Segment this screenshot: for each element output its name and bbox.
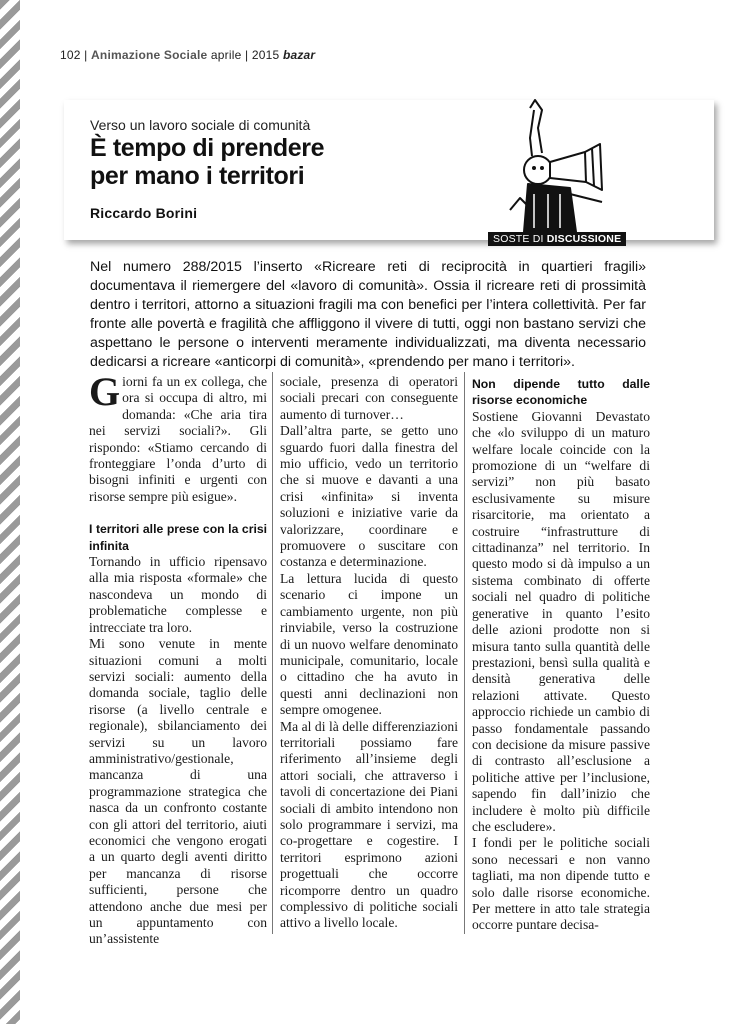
article-title: È tempo di prendere per mano i territori	[90, 134, 325, 190]
column-rule	[272, 372, 273, 934]
issue-month: aprile	[210, 48, 242, 62]
issue-year: 2015	[251, 48, 280, 62]
body-paragraph: Dall’altra parte, se getto uno sguardo fuori dalla finestra del mio ufficio, vedo un territorio che si muove e davanti a una crisi «infinita» si inventa soluzioni e iniziative varie da valorizzare, coordinare e promuovere o suscitare con costanza e determinazione.	[280, 423, 458, 570]
body-paragraph: Giorni fa un ex collega, che ora si occupa di altro, mi domanda: «Che aria tira nei servizi sociali?». Gli rispondo: «Stiamo cercando di fronteggiare l’onda d’urto di bisogni infiniti e urgenti con risorse sempre più esigue».	[89, 369, 267, 504]
body-paragraph: Ma al di là delle differenziazioni territoriali possiamo fare riferimento all’insieme degli attori sociali, che attraverso i tavoli di concertazione dei Piani sociali di ambito intendono non solo programmare i servizi, ma co-progettare e cogestire. I territori esprimono azioni progettuali che occorre ricomporre dentro un quadro complessivo di politiche sociali attivo a livello locale.	[280, 718, 458, 931]
body-paragraph: sociale, presenza di operatori sociali precari con conseguente aumento di turnover…	[280, 374, 458, 422]
decorative-stripe-border	[0, 0, 20, 1024]
article-lead: Nel numero 288/2015 l’inserto «Ricreare reti di reciprocità in quartieri fragili» documentava il riemergere del «lavoro di comunità». Ossia il ricreare reti di prossimità dentro i territori, attorno a situazioni fragili ma con benefici per l’intera collettività. Per far fronte alle povertà e fragilità che affliggono il vivere di tutti, oggi non bastano servizi che aspettano le persone o interventi meramente individualizzati, ma diventa necessario dedicarsi a ricreare «anticorpi di comunità», «prendendo per mano i territori».	[90, 259, 646, 370]
text-column-3	[472, 376, 650, 934]
body-paragraph: I fondi per le politiche sociali sono necessari e non vanno tagliati, ma non dipende tutto e solo dalle risorse economiche. Per mettere in atto tale strategia occorre puntare decisa-	[472, 835, 650, 933]
body-paragraph: La lettura lucida di questo scenario ci impone un cambiamento urgente, non più rinviabile, verso la costruzione di un nuovo welfare denominato municipale, comunitario, locale o cittadino che ha avuto in questi anni declinazioni non sempre omogenee.	[280, 570, 458, 718]
subheading: Non dipende tutto dalle risorse economiche	[472, 377, 650, 408]
page-number: 102	[60, 48, 81, 62]
section-name: bazar	[282, 48, 316, 62]
figure-with-megaphone-illustration	[490, 98, 630, 234]
drop-cap: G	[89, 369, 121, 414]
article-kicker: Verso un lavoro sociale di comunità	[90, 117, 311, 133]
body-paragraph: Sostiene Giovanni Devastato che «lo sviluppo di un maturo welfare locale coincide con la promozione di un “welfare di servizi” non più basato esclusivamente su misure risarcitorie, ma orientato a costruire “infrastrutture di cittadinanza” nel territorio. In questo modo si dà impulso a un sistema combinato di offerte sociali nel quadro di politiche generative in quanto l’esito delle azioni prodotte non si misura tanto sulla quantità delle prestazioni, bensì sulla qualità e densità generativa delle relazioni attivate. Questo approccio richiede un cambio di passo fondamentale passando con decisione da misure passive di contrasto all’esclusione a politiche attive per l’inclusione, sapendo fin dall’inizio che includere è molto più difficile che escludere».	[472, 408, 650, 834]
body-paragraph: Mi sono venute in mente situazioni comuni a molti servizi sociali: aumento della domanda sociale, taglio delle risorse (a livello centrale e regionale), sbilanciamento dei servizi su un lavoro amministrativo/gestionale, mancanza di una programmazione strategica che nasca da un confronto costante con gli attori del territorio, aiuti economici che vengono erogati a un quarto degli aventi diritto per mancanza di risorse sufficienti, persone che attendono anche due mesi per un appuntamento con un’assistente	[89, 636, 267, 947]
text-column-1	[89, 369, 267, 948]
article-author: Riccardo Borini	[90, 205, 198, 221]
subheading: I territori alle prese con la crisi infinita	[89, 522, 267, 553]
running-header: 102 | Animazione Sociale aprile | 2015 bazar	[60, 48, 316, 62]
column-rule	[464, 372, 465, 934]
section-badge: SOSTE DI DISCUSSIONE	[488, 232, 626, 246]
text-column-2	[280, 374, 458, 932]
magazine-name: Animazione Sociale	[91, 48, 208, 62]
body-paragraph: Tornando in ufficio ripensavo alla mia risposta «formale» che nascondeva un mondo di problematiche complesse e intrecciate tra loro.	[89, 554, 267, 635]
